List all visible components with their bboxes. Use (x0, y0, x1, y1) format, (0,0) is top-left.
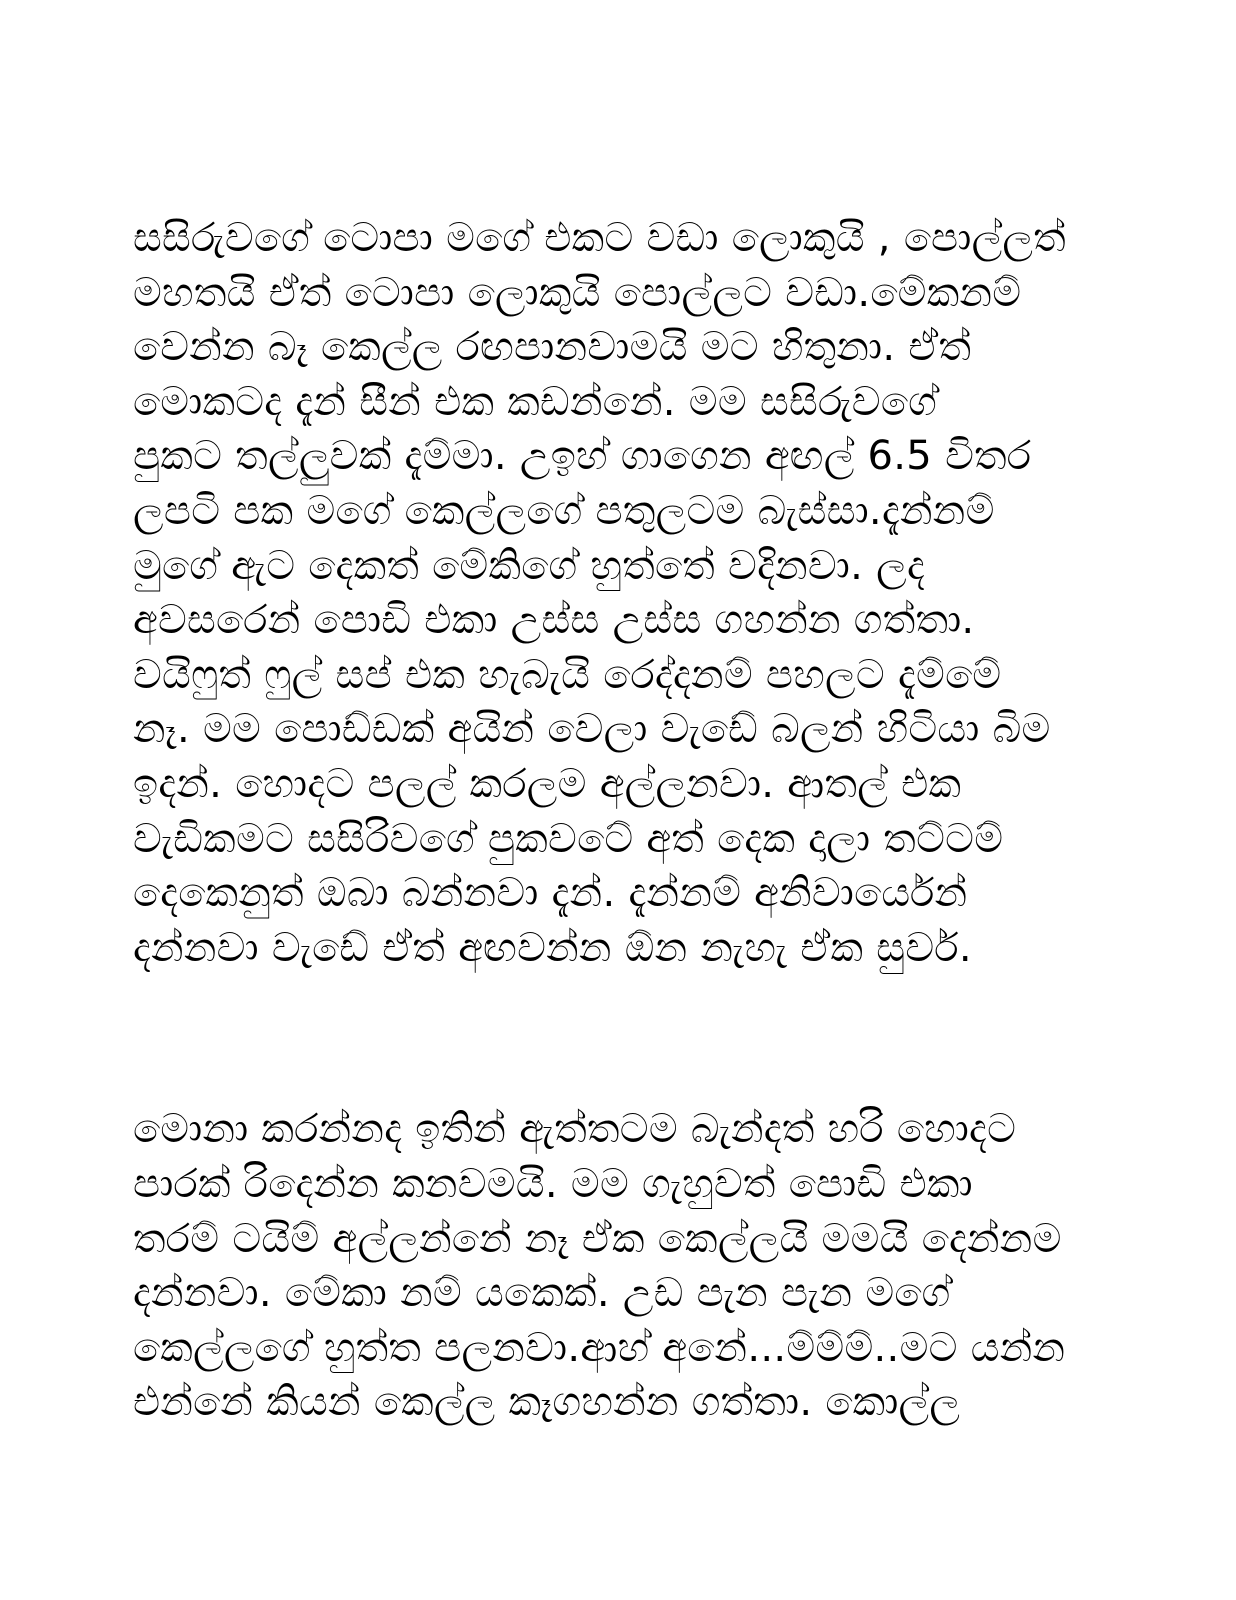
text-line: දන්නවා. මේකා නම් යකෙක්. උඩ පැන පැන මගේ (133, 1270, 951, 1317)
text-line: වෙන්න බෑ කෙල්ල රඟපානවාමයි මට හිතුනා. ඒත් (133, 324, 972, 371)
text-line: තරම් ටයිම් අල්ලන්නේ නෑ ඒක කෙල්ලයි මමයි දෙන්නම (133, 1215, 1062, 1262)
text-line: මොනා කරන්නද ඉතින් ඇත්තටම බැන්දත් හරි හොදට (133, 1106, 1017, 1153)
text-line: සසිරුවගේ ටොපා මගේ එකට වඩා ලොකුයි , පොල්ලත් (133, 215, 1067, 261)
text-line: වයිෆුත් ෆුල් සප් එක හැබැයි රෙද්දනම් පහලට දැම්මේ (133, 651, 1002, 698)
text-line: කෙල්ලගේ හුත්ත පලනවා.ආහ් අනේ...ම්ම්ම්..මට යන්න (133, 1324, 1066, 1371)
text-line: ලපටි පක මගේ කෙල්ලගේ පතුලටම බැස්සා.දැන්නම් (133, 487, 995, 534)
text-line: පාරක් රිදෙන්න කනවමයි. මම ගැහුවත් පොඩි එකා (133, 1160, 973, 1207)
text-line: දන්නවා වැඩේ ඒත් අඟවන්න ඕන නැහැ ඒක සුවර්. (133, 924, 972, 971)
paragraph-1 (133, 211, 1136, 975)
text-line: එන්නේ කියන් කෙල්ල කෑගහන්න ගත්තා. කොල්ල (133, 1379, 961, 1426)
text-line: මහතයි ඒත් ටොපා ලොකුයි පොල්ලට වඩා.මේකනම් (133, 269, 1022, 316)
text-line: මුගේ ඇට දෙකත් මේකිගේ හුත්තේ වදිනවා. ලද (133, 542, 926, 589)
text-line: වැඩිකමට සසිරිවගේ පුකවටේ අත් දෙක දාලා තට්ටම් (133, 815, 1004, 862)
paragraph-2 (133, 1102, 1136, 1430)
text-line: මොකටද දැන් සීන් එක කඩන්නේ. මම සසිරුවගේ (133, 378, 938, 425)
text-line: අවසරෙන් පොඩි එකා උස්ස උස්ස ගහන්න ගත්තා. (133, 597, 975, 644)
text-line: පුකට තල්ලුවක් දැම්මා. උඉහ් ගාගෙන අඟල් 6.5 විතර (133, 433, 1032, 480)
text-line: දෙකෙනුත් ඔබා බන්නවා දැන්. දැන්නම් අනිවාර්යෙන් (133, 870, 968, 917)
text-line: නෑ. මම පොඩ්ඩක් අයින් වෙලා වැඩේ බලන් හිටියා බිම (133, 706, 1051, 753)
text-line: ඉදන්. හොදට පලල් කරලම අල්ලනවා. ආතල් එක (133, 760, 962, 807)
